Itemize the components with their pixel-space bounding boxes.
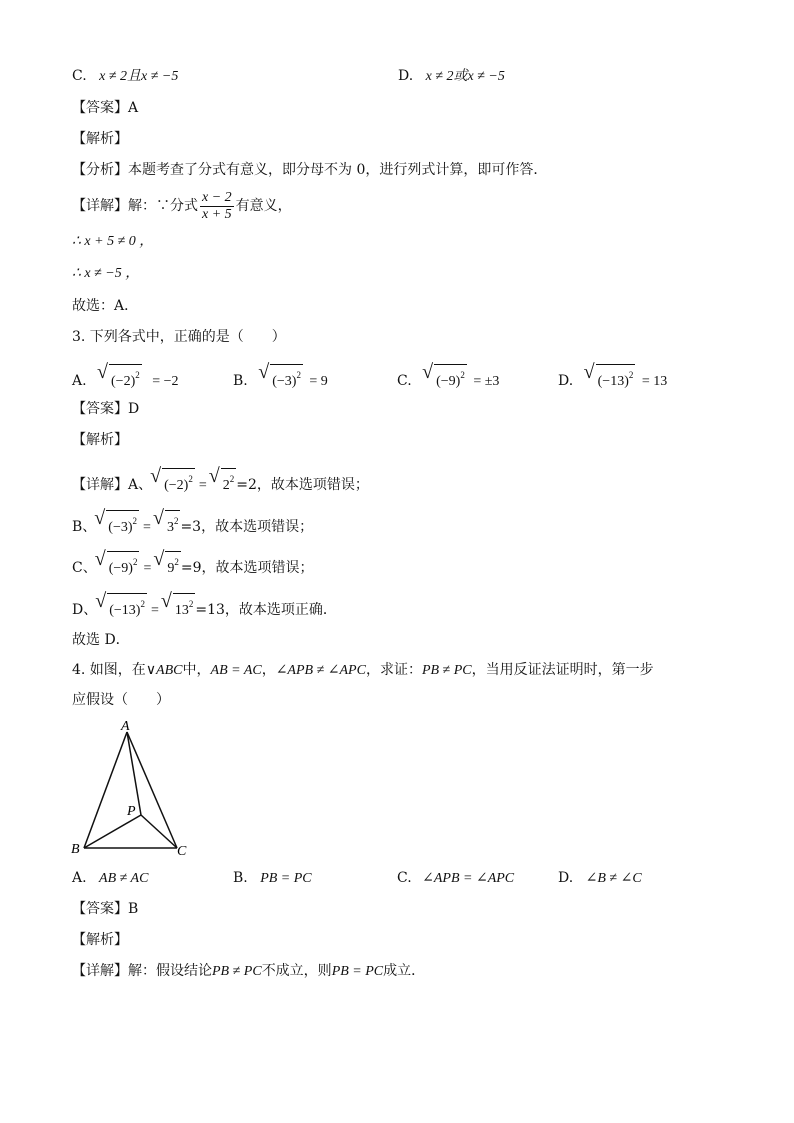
q4-stem-line2: 应假设（ ） [72,692,170,708]
q3-detail-c-eq: = [143,561,152,576]
q3-option-c [397,364,499,392]
vertex-c-label: C [177,844,187,859]
q3-detail-c-rad2: 9 [167,561,175,576]
q3-detail-d-eq: = [150,603,159,618]
q3-option-b-rhs: = 9 [309,374,328,389]
q3-detail-c-sqrt1 [97,551,140,579]
q4-stem-d: ， [261,662,276,678]
q3-option-c-sqrt [424,364,467,392]
edge-pc [141,815,177,848]
q2-step1: ∴ x + 5 ≠ 0 ， [72,234,154,249]
edge-ap [127,732,141,815]
q4-detail-d: PB = PC [331,964,384,979]
q4-stem [72,660,654,681]
q4-answer: 【答案】B [72,901,139,917]
q3-detail-b-prefix: B、 [72,519,97,535]
q4-option-c [397,868,514,889]
q3-detail-a-prefix: 【详解】A、 [72,477,153,493]
q4-detail-e: 成立． [383,963,426,979]
q4-option-d-label: D. [558,870,574,886]
q3-detail-a-exp2: 2 [229,474,235,484]
q3-option-b-rad: (−3) [272,374,297,389]
q3-detail-a-exp: 2 [188,474,193,484]
q3-detail-c-rad: (−9) [108,561,133,576]
q4-option-d [558,868,642,889]
q4-jiexi: 【解析】 [72,932,128,948]
q2-answer: 【答案】A [72,100,139,116]
q4-detail-c: 不成立，则 [261,963,332,979]
q2-fraction-num: x − 2 [202,189,232,205]
q3-detail-c-sqrt2 [155,551,181,579]
q2-detail [72,188,292,224]
q4-triangle-figure [66,714,196,864]
q4-option-c-label: C. [397,870,412,886]
edge-ac [127,732,177,848]
q4-option-b-label: B. [233,870,248,886]
q2-step2: ∴ x ≠ −5 ， [72,266,140,281]
q3-answer: 【答案】D [72,401,140,417]
q3-detail-b-rad2: 3 [166,520,174,535]
q3-detail-d-sqrt2 [163,593,196,621]
q3-option-d-rad: (−13) [597,374,629,389]
q4-stem-f: ，求证： [365,662,422,678]
q3-option-a-rad: (−2) [111,374,136,389]
q3-option-a-exp: 2 [135,370,140,380]
q3-option-a-label: A. [72,373,87,389]
q3-option-a-rhs: = −2 [152,374,179,389]
q3-option-d-label: D. [558,373,574,389]
q2-option-d [398,66,505,87]
q3-option-c-rad: (−9) [436,374,461,389]
q3-detail-b-sqrt2 [155,510,181,538]
q4-stem-e: ∠APB ≠ ∠APC [275,663,366,678]
q3-detail-c-exp: 2 [132,557,138,567]
q3-detail-c-tail: =9，故本选项错误； [180,560,314,576]
q4-option-a-expr: AB ≠ AC [99,871,149,886]
q4-option-c-expr: ∠APB = ∠APC [422,871,515,886]
q4-stem-c: AB = AC [210,663,262,678]
edge-pb [84,815,141,848]
q3-detail-a-sqrt1 [152,468,195,496]
edge-ab [84,732,127,848]
q3-detail-d-exp: 2 [140,599,145,609]
q3-detail-c-prefix: C、 [72,560,97,576]
q2-analysis: 【分析】本题考查了分式有意义，即分母不为 0，进行列式计算，即可作答． [72,162,548,178]
q3-option-a-sqrt [99,364,142,392]
q2-option-d-label: D. [398,68,414,84]
q4-option-d-expr: ∠B ≠ ∠C [585,871,642,886]
q4-stem-triangle: ∨ABC [145,663,183,678]
q4-stem-b: 中， [182,662,211,678]
q3-detail-c-exp2: 2 [174,557,179,567]
q4-option-b-expr: PB = PC [260,871,312,886]
q3-detail-b-sqrt1 [96,510,139,538]
q3-option-c-rhs: = ±3 [473,374,500,389]
q2-option-c [72,66,178,87]
q4-detail-b: PB ≠ PC [212,964,262,979]
q4-option-b [233,868,312,889]
q3-option-d-sqrt [586,364,636,392]
q3-detail-b [72,510,313,538]
q3-option-d [558,364,667,392]
q3-option-b-label: B. [233,373,248,389]
q3-detail-a-sqrt2 [211,468,237,496]
q2-detail-prefix: 【详解】解：∵分式 [72,198,198,214]
vertex-a-label: A [121,719,130,734]
q3-detail-d-prefix: D、 [72,602,98,618]
q3-option-b [233,364,328,392]
q4-detail-a: 【详解】解：假设结论 [72,963,212,979]
q3-detail-c [72,551,314,579]
q3-detail-b-rad: (−3) [108,520,133,535]
q3-detail-d-sqrt1 [97,593,147,621]
q2-fraction [200,190,234,223]
q3-option-b-exp: 2 [296,370,301,380]
q3-option-b-sqrt [260,364,303,392]
q2-option-d-expr: x ≠ 2或x ≠ −5 [425,69,505,84]
q3-choose: 故选 D． [72,632,130,648]
q3-option-d-rhs: = 13 [641,374,668,389]
q2-option-c-label: C. [72,68,87,84]
q3-option-d-exp: 2 [628,370,634,380]
point-p-label: P [127,804,136,819]
q3-detail-d-exp2: 2 [188,599,194,609]
q4-stem-h: ，当用反证法证明时，第一步 [471,662,654,678]
q2-option-c-expr: x ≠ 2且x ≠ −5 [99,69,179,84]
q3-stem: 3. 下列各式中，正确的是（ ） [72,329,286,345]
q4-option-a-label: A. [72,870,87,886]
q4-stem-g: PB ≠ PC [421,663,472,678]
q3-detail-a-eq: = [198,478,207,493]
q3-jiexi: 【解析】 [72,432,128,448]
q3-detail-d [72,593,337,621]
q3-detail-d-tail: =13，故本选项正确． [195,602,337,618]
q3-detail-a-tail: =2，故本选项错误； [236,477,369,493]
q2-detail-suffix: 有意义， [235,198,292,214]
q3-detail-b-tail: =3，故本选项错误； [180,519,314,535]
q3-detail-a [72,468,369,496]
q4-detail [72,961,425,982]
q4-option-a [72,868,148,889]
q3-detail-b-exp2: 2 [173,516,179,526]
vertex-b-label: B [71,842,80,857]
q3-option-c-exp: 2 [460,370,465,380]
q2-choose: 故选：A． [72,298,139,314]
q3-detail-d-rad2: 13 [174,603,189,618]
q3-detail-d-rad: (−13) [109,603,141,618]
q3-detail-a-rad: (−2) [164,478,189,493]
q2-jiexi: 【解析】 [72,131,128,147]
q2-fraction-den: x + 5 [202,206,232,222]
q3-detail-b-exp: 2 [132,516,138,526]
q3-detail-b-eq: = [143,520,151,535]
q3-option-c-label: C. [397,373,412,389]
q4-stem-a: 4. 如图，在 [72,662,146,678]
q3-option-a [72,364,179,392]
q3-detail-a-rad2: 2 [222,478,230,493]
